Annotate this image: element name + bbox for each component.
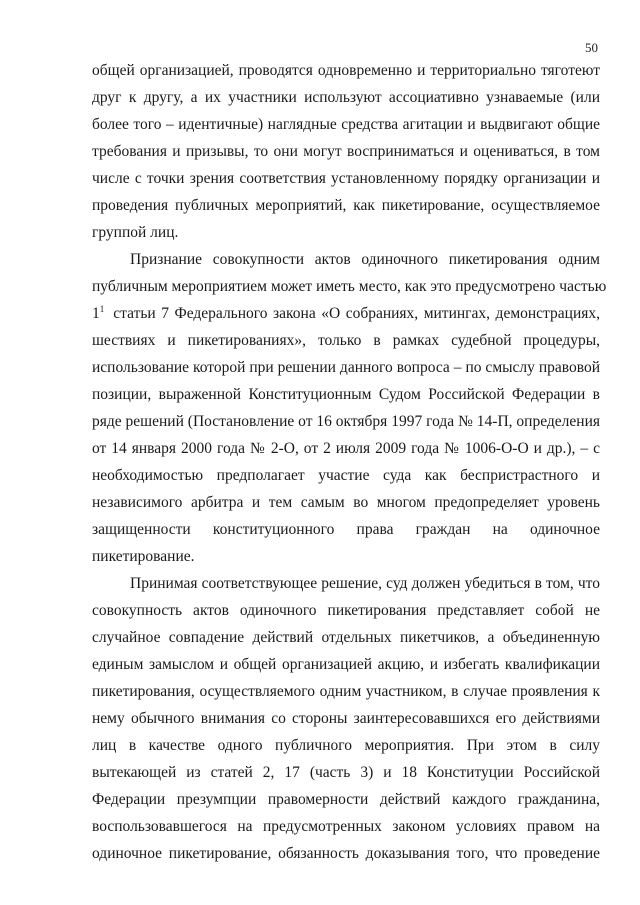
text-line: друг к другу, а их участники используют ассоциативно узнаваемые (или [92, 89, 600, 106]
text-line: вытекающей из статей 2, 17 (часть 3) и 18 Конституции Российской [92, 764, 600, 781]
text-line: общей организацией, проводятся одновременно и территориально тяготеют [92, 62, 600, 79]
text-line: Принимая соответствующее решение, суд должен убедиться в том, что [130, 575, 600, 592]
text-line: случайное совпадение действий отдельных пикетчиков, а объединенную [92, 629, 600, 646]
text-line-with-ref [92, 305, 600, 323]
text-line: ряде решений (Постановление от 16 октября 1997 года № 14-П, определения [92, 413, 600, 430]
text-line: публичным мероприятием может иметь место, как это предусмотрено частью [92, 278, 607, 295]
text-line: требования и призывы, то они могут восприниматься и оцениваться, в том [92, 143, 600, 160]
text-line: независимого арбитра и тем самым во многом предопределяет уровень [92, 494, 600, 511]
text-line: от 14 января 2000 года № 2-О, от 2 июля 2009 года № 1006-О-О и др.), – с [92, 440, 600, 457]
text-line: более того – идентичные) наглядные средства агитации и выдвигают общие [92, 116, 600, 133]
text-line: Федерации презумпции правомерности действий каждого гражданина, [92, 791, 600, 808]
text-line: использование которой при решении данного вопроса – по смыслу правовой [92, 359, 600, 376]
article-ref: $1^1$ [92, 304, 105, 322]
text-line: позиции, выраженной Конституционным Судом Российской Федерации в [92, 386, 600, 403]
text-line: совокупность актов одиночного пикетирования представляет собой не [92, 602, 600, 619]
text-line: шествиях и пикетированиях», только в рамках судебной процедуры, [92, 332, 600, 349]
text-line: лиц в качестве одного публичного мероприятия. При этом в силу [92, 737, 600, 754]
text-line: воспользовавшегося на предусмотренных законом условиях правом на [92, 818, 600, 835]
text-line: проведения публичных мероприятий, как пикетирование, осуществляемое [92, 197, 600, 214]
text-line: группой лиц. [92, 224, 179, 241]
text-line: нему обычного внимания со стороны заинтересовавшихся его действиями [92, 710, 600, 727]
text-line: защищенности конституционного права граждан на одиночное [92, 521, 600, 538]
text-line: числе с точки зрения соответствия установленному порядку организации и [92, 170, 600, 187]
text-line: пикетирования, осуществляемого одним участником, в случае проявления к [92, 683, 600, 700]
text-line: одиночное пикетирование, обязанность доказывания того, что проведение [92, 845, 600, 862]
text-line: единым замыслом и общей организацией акцию, и избегать квалификации [92, 656, 600, 673]
page-number: 50 [585, 40, 598, 55]
text-line: пикетирование. [92, 548, 195, 565]
text-line: статьи 7 Федерального закона «О собраниях, митингах, демонстрациях, [113, 305, 600, 322]
text-line: Признание совокупности актов одиночного пикетирования одним [130, 251, 600, 268]
text-line: необходимостью предполагает участие суда как беспристрастного и [92, 467, 600, 484]
